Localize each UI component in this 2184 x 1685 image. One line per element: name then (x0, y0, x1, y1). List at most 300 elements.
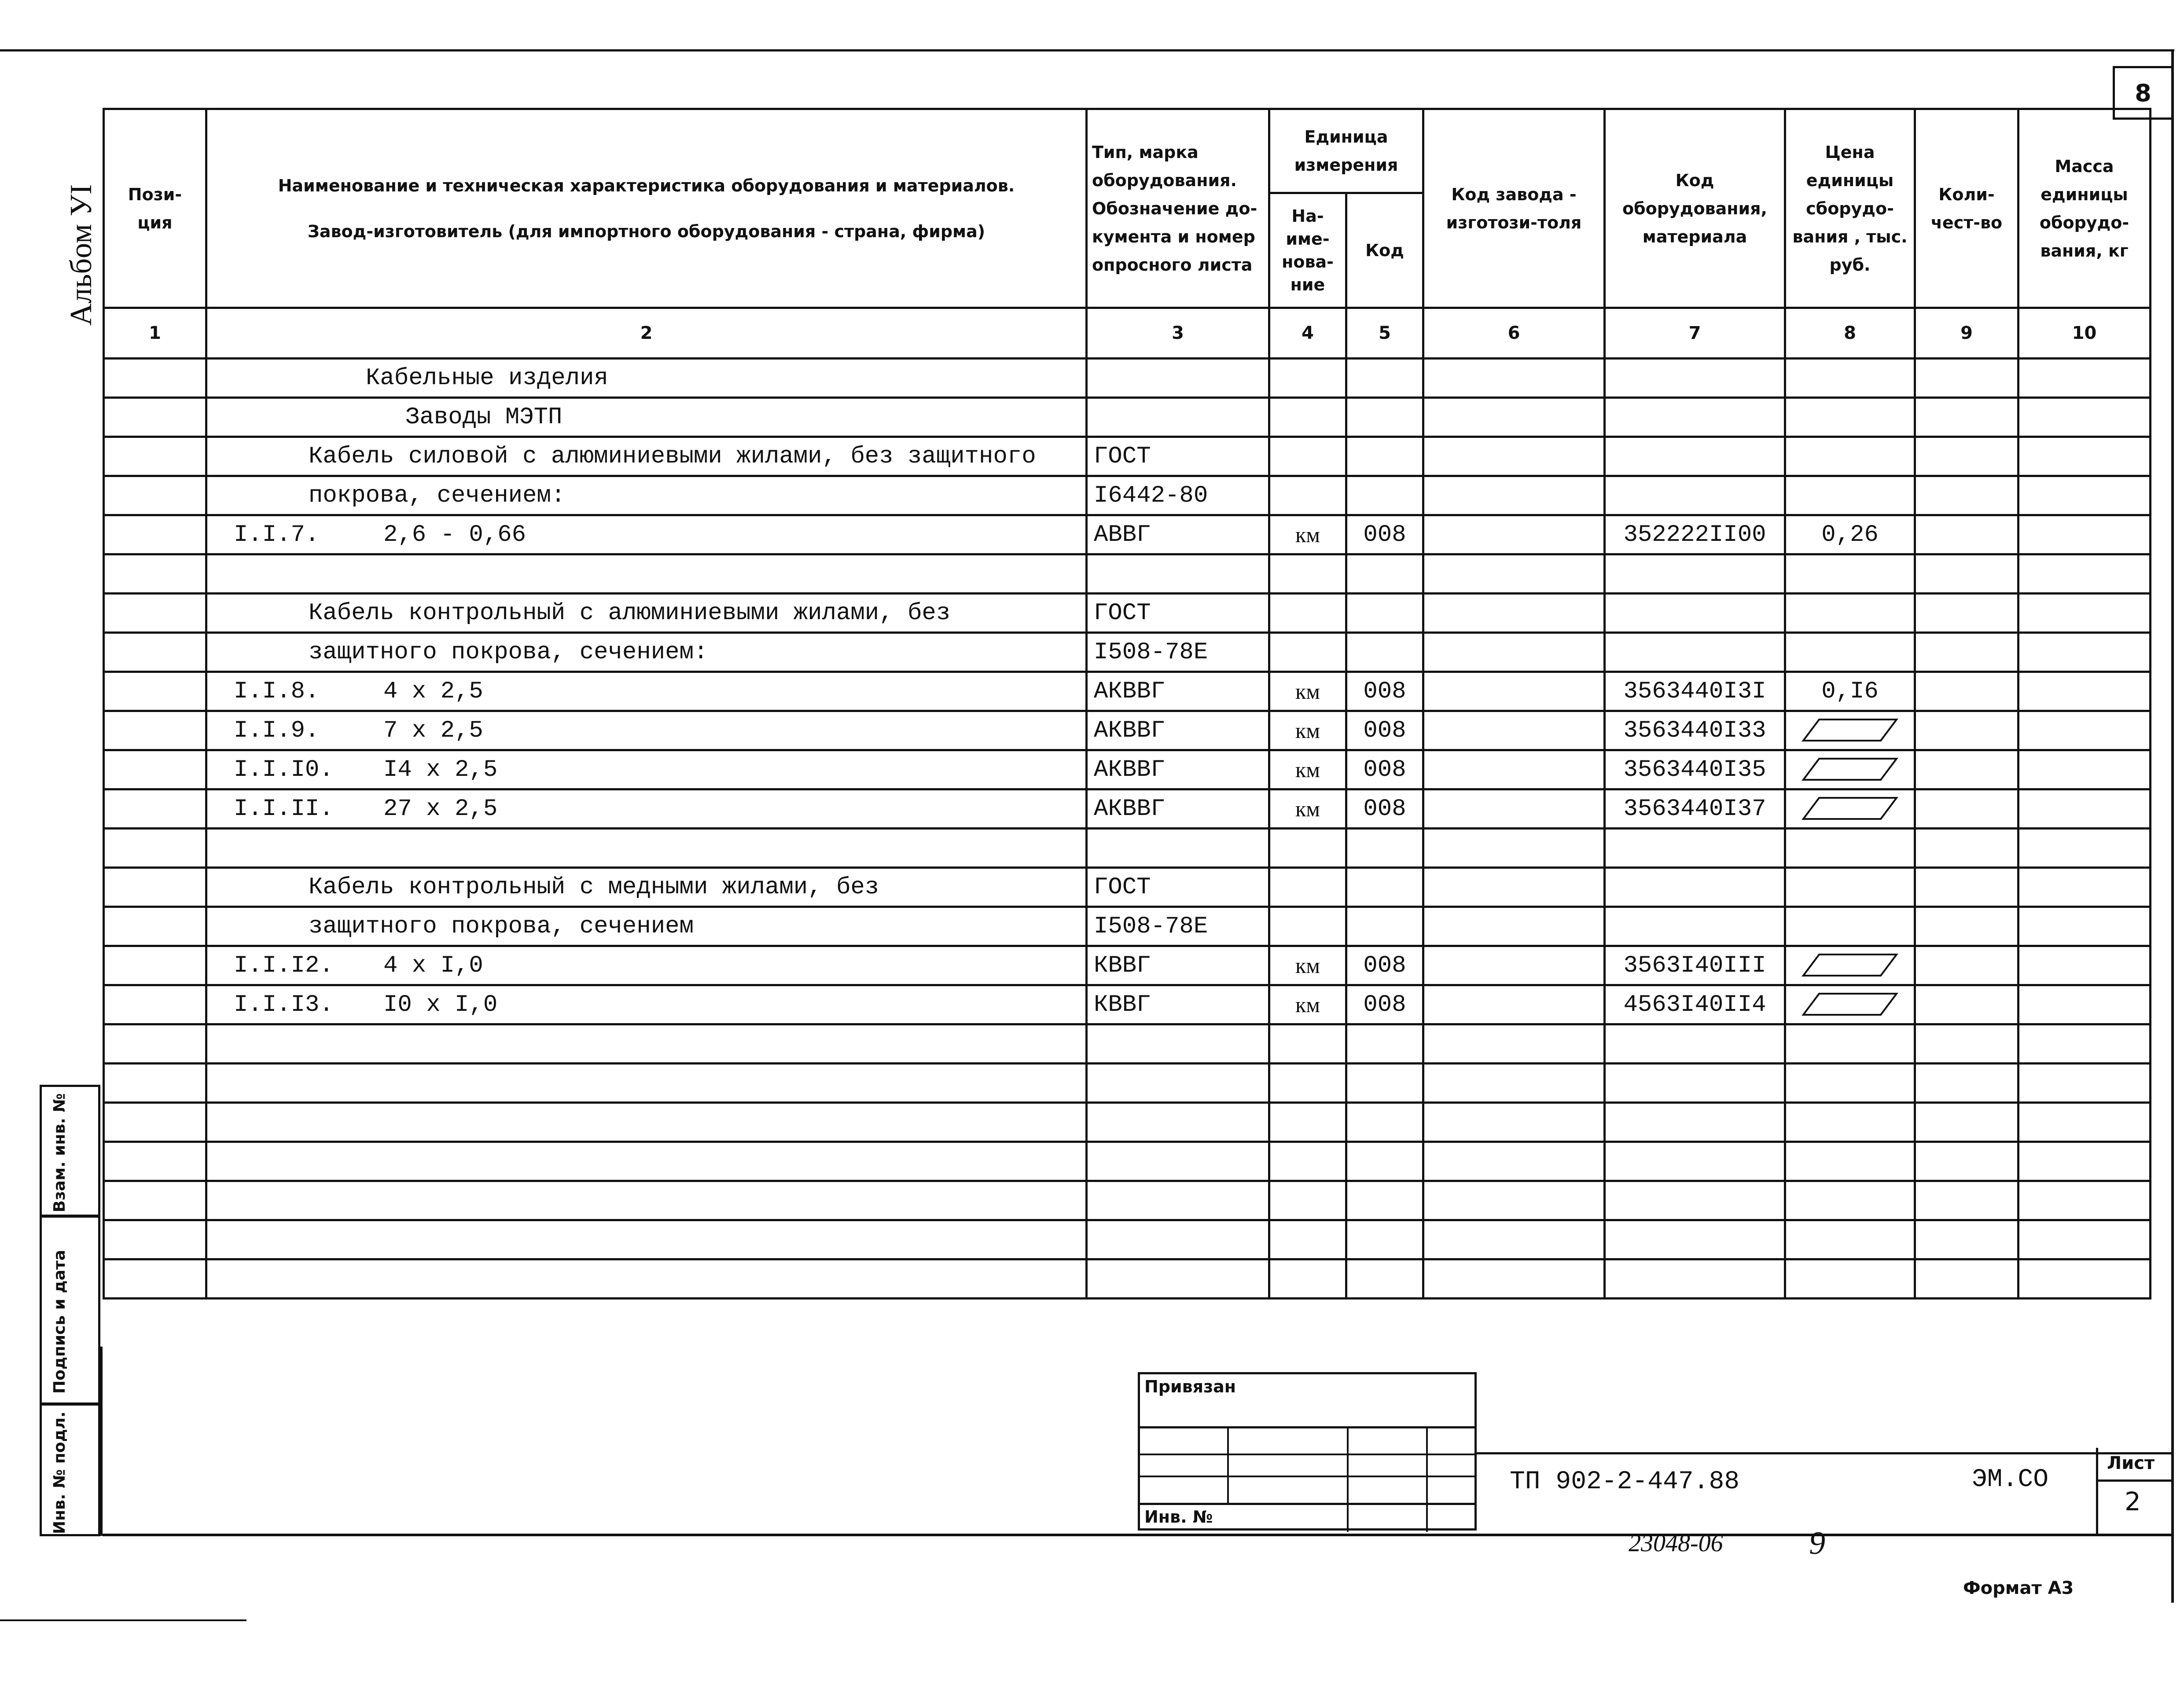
cell-unit (1269, 633, 1346, 672)
cell-mass (2019, 985, 2151, 1024)
col-number: 8 (1785, 308, 1915, 359)
table-row (104, 907, 2151, 946)
cell-factory-code (1423, 1024, 1605, 1064)
cell-mass (2019, 750, 2151, 789)
cell-price (1785, 789, 1915, 829)
cell-position (104, 789, 206, 829)
cell-position (104, 633, 206, 672)
side-box-inv-podl (40, 1403, 100, 1536)
cell-unit: км (1269, 515, 1346, 554)
cell-name (206, 476, 1087, 515)
cell-quantity (1915, 1024, 2019, 1064)
cell-mass (2019, 907, 2151, 946)
cell-price (1785, 1181, 1915, 1220)
cell-equipment-code (1605, 554, 1785, 594)
cell-unit (1269, 829, 1346, 868)
item-name: I4 х 2,5 (383, 756, 498, 783)
stamp-label-privyazan: Привязан (1144, 1377, 1236, 1396)
cell-mass (2019, 1142, 2151, 1181)
list-number: 2 (2125, 1487, 2141, 1516)
item-name: 4 х 2,5 (383, 678, 483, 705)
cell-type (1087, 1181, 1269, 1220)
col-number: 3 (1087, 308, 1269, 359)
header-unit-name: На-име-нова-ние (1269, 193, 1346, 308)
cell-quantity (1915, 554, 2019, 594)
cell-mass (2019, 476, 2151, 515)
cell-quantity (1915, 437, 2019, 476)
cell-price: 0,I6 (1785, 672, 1915, 711)
cell-unit (1269, 1103, 1346, 1142)
item-name: Заводы МЭТП (405, 404, 563, 431)
cell-position (104, 594, 206, 633)
stamp-line (1140, 1426, 1474, 1428)
cell-name (206, 359, 1087, 398)
cell-mass (2019, 1103, 2151, 1142)
position-code: I.I.I2. (234, 952, 334, 979)
cell-position (104, 1064, 206, 1103)
cell-type (1087, 829, 1269, 868)
cell-price (1785, 437, 1915, 476)
table-row (104, 437, 2151, 476)
document-mark: ЭМ.СО (1972, 1465, 2049, 1494)
item-name: Кабель контрольный с медными жилами, без (309, 874, 879, 901)
title-block-top-line (1475, 1452, 2171, 1454)
cell-quantity (1915, 711, 2019, 750)
cell-position (104, 359, 206, 398)
column-number-row (104, 308, 2151, 359)
album-label: Альбом УI (64, 184, 98, 326)
cell-quantity (1915, 907, 2019, 946)
cell-quantity (1915, 789, 2019, 829)
cell-mass (2019, 1220, 2151, 1259)
cell-quantity (1915, 829, 2019, 868)
cell-name (206, 437, 1087, 476)
side-label-podpis: Подпись и дата (51, 1250, 69, 1394)
cell-unit-code (1346, 907, 1423, 946)
cell-position (104, 868, 206, 907)
cell-type: I508-78Е (1087, 633, 1269, 672)
table-row (104, 1024, 2151, 1064)
col-number: 10 (2019, 308, 2151, 359)
cell-price (1785, 476, 1915, 515)
stamp-line (1140, 1454, 1474, 1455)
cell-quantity (1915, 1064, 2019, 1103)
cell-equipment-code (1605, 907, 1785, 946)
cell-position (104, 1181, 206, 1220)
cell-unit-code (1346, 476, 1423, 515)
cell-quantity (1915, 476, 2019, 515)
cell-type: ГОСТ (1087, 868, 1269, 907)
cell-unit: км (1269, 789, 1346, 829)
cell-unit-code (1346, 633, 1423, 672)
cell-name (206, 1220, 1087, 1259)
table-row (104, 750, 2151, 789)
cell-name (206, 868, 1087, 907)
cell-type: АВВГ (1087, 515, 1269, 554)
cell-unit-code (1346, 868, 1423, 907)
cell-unit (1269, 1142, 1346, 1181)
cell-price (1785, 398, 1915, 437)
cell-type: ГОСТ (1087, 594, 1269, 633)
cell-unit (1269, 1024, 1346, 1064)
cell-mass (2019, 1024, 2151, 1064)
stamp-line (1140, 1476, 1474, 1477)
position-code: I.I.9. (234, 717, 320, 744)
cell-factory-code (1423, 829, 1605, 868)
cell-factory-code (1423, 907, 1605, 946)
item-name: 4 х I,0 (383, 952, 483, 979)
cell-unit-code: 008 (1346, 985, 1423, 1024)
price-blank-mark (1802, 757, 1898, 782)
cell-type: АКВВГ (1087, 711, 1269, 750)
cell-factory-code (1423, 1064, 1605, 1103)
cell-factory-code (1423, 1142, 1605, 1181)
item-name: Кабельные изделия (366, 364, 608, 392)
cell-unit-code: 008 (1346, 672, 1423, 711)
cell-unit (1269, 398, 1346, 437)
cell-unit-code (1346, 1024, 1423, 1064)
col-number: 9 (1915, 308, 2019, 359)
cell-type (1087, 398, 1269, 437)
cell-unit (1269, 594, 1346, 633)
cell-mass (2019, 437, 2151, 476)
table-row (104, 711, 2151, 750)
cell-quantity (1915, 594, 2019, 633)
cell-unit (1269, 907, 1346, 946)
cell-price (1785, 868, 1915, 907)
cell-price (1785, 554, 1915, 594)
cell-unit: км (1269, 672, 1346, 711)
cell-unit: км (1269, 985, 1346, 1024)
cell-price (1785, 1259, 1915, 1299)
table-row (104, 594, 2151, 633)
cell-unit (1269, 868, 1346, 907)
item-name: защитного покрова, сечением (309, 913, 694, 940)
frame-bottom-line (103, 1534, 2171, 1536)
cell-unit (1269, 437, 1346, 476)
cell-position (104, 1142, 206, 1181)
table-body (104, 359, 2151, 1299)
cell-unit-code (1346, 1181, 1423, 1220)
cell-factory-code (1423, 476, 1605, 515)
cell-name (206, 1259, 1087, 1299)
cell-factory-code (1423, 750, 1605, 789)
cell-factory-code (1423, 1259, 1605, 1299)
cell-unit-code (1346, 594, 1423, 633)
table-row (104, 868, 2151, 907)
cell-type (1087, 1024, 1269, 1064)
format-label: Формат А3 (1963, 1578, 2074, 1598)
cell-unit-code (1346, 1064, 1423, 1103)
price-blank-mark (1802, 796, 1898, 821)
cell-price (1785, 1064, 1915, 1103)
cell-price (1785, 1103, 1915, 1142)
header-factory-code: Код завода - изготози-толя (1423, 109, 1605, 308)
cell-mass (2019, 868, 2151, 907)
cell-name (206, 633, 1087, 672)
cell-equipment-code: 3563440I37 (1605, 789, 1785, 829)
cell-factory-code (1423, 672, 1605, 711)
cell-mass (2019, 554, 2151, 594)
table-row (104, 829, 2151, 868)
cell-factory-code (1423, 359, 1605, 398)
table-row (104, 672, 2151, 711)
cell-unit-code: 008 (1346, 946, 1423, 985)
cell-unit-code: 008 (1346, 789, 1423, 829)
cell-quantity (1915, 1103, 2019, 1142)
cell-name (206, 554, 1087, 594)
cell-factory-code (1423, 515, 1605, 554)
cell-position (104, 946, 206, 985)
cell-factory-code (1423, 594, 1605, 633)
cell-position (104, 985, 206, 1024)
table-row (104, 359, 2151, 398)
cell-equipment-code (1605, 1181, 1785, 1220)
cell-factory-code (1423, 437, 1605, 476)
binding-stamp (1138, 1372, 1477, 1531)
cell-type (1087, 1220, 1269, 1259)
cell-type (1087, 554, 1269, 594)
cell-type: КВВГ (1087, 946, 1269, 985)
cell-factory-code (1423, 985, 1605, 1024)
cell-name (206, 1103, 1087, 1142)
side-label-vzam: Взам. инв. № (51, 1093, 69, 1212)
cell-type (1087, 1064, 1269, 1103)
cell-name (206, 1024, 1087, 1064)
cell-equipment-code (1605, 1103, 1785, 1142)
item-name: 7 х 2,5 (383, 717, 483, 744)
cell-price: 0,26 (1785, 515, 1915, 554)
cell-equipment-code (1605, 594, 1785, 633)
cell-quantity (1915, 946, 2019, 985)
cell-type (1087, 1259, 1269, 1299)
cell-position (104, 1024, 206, 1064)
cell-mass (2019, 398, 2151, 437)
position-code: I.I.II. (234, 795, 334, 822)
cell-equipment-code: 3563I40III (1605, 946, 1785, 985)
cell-position (104, 1220, 206, 1259)
cell-quantity (1915, 1142, 2019, 1181)
cell-equipment-code (1605, 437, 1785, 476)
cell-name (206, 594, 1087, 633)
item-name: I0 х I,0 (383, 991, 498, 1018)
cell-factory-code (1423, 1220, 1605, 1259)
cell-equipment-code: 4563I40II4 (1605, 985, 1785, 1024)
cell-factory-code (1423, 946, 1605, 985)
header-quantity: Коли-чест-во (1915, 109, 2019, 308)
position-code: I.I.I0. (234, 756, 334, 783)
cell-mass (2019, 946, 2151, 985)
cell-equipment-code (1605, 398, 1785, 437)
cell-type: АКВВГ (1087, 672, 1269, 711)
cell-unit-code (1346, 398, 1423, 437)
cell-position (104, 1103, 206, 1142)
header-mass: Масса единицы оборудо-вания, кг (2019, 109, 2151, 308)
header-unit-code: Код (1346, 193, 1423, 308)
table-row (104, 1142, 2151, 1181)
cell-factory-code (1423, 789, 1605, 829)
header-name: Наименование и техническая характеристика оборудования и материалов. Завод-изготовитель (для импортного оборудования - страна, фирма) (206, 109, 1087, 308)
cell-name (206, 1064, 1087, 1103)
list-label: Лист (2107, 1453, 2155, 1473)
table-row (104, 1103, 2151, 1142)
document-code: ТП 902-2-447.88 (1510, 1468, 1740, 1496)
cell-unit-code (1346, 554, 1423, 594)
cell-price (1785, 985, 1915, 1024)
cell-name (206, 672, 1087, 711)
header-equipment-code: Код оборудования, материала (1605, 109, 1785, 308)
col-number: 4 (1269, 308, 1346, 359)
cell-type: АКВВГ (1087, 750, 1269, 789)
cell-unit-code (1346, 1259, 1423, 1299)
col-number: 5 (1346, 308, 1423, 359)
cell-quantity (1915, 868, 2019, 907)
price-blank-mark (1802, 953, 1898, 977)
cell-factory-code (1423, 1103, 1605, 1142)
cell-unit-code (1346, 1103, 1423, 1142)
position-code: I.I.8. (234, 678, 320, 705)
cell-price (1785, 829, 1915, 868)
item-name: Кабель силовой с алюминиевыми жилами, без защитного (309, 443, 1036, 470)
stamp-divider (1227, 1426, 1229, 1505)
stamp-line (1140, 1503, 1474, 1505)
cell-position (104, 515, 206, 554)
cell-type (1087, 1103, 1269, 1142)
cell-equipment-code (1605, 633, 1785, 672)
stamp-divider (1426, 1426, 1428, 1532)
list-box (2096, 1448, 2171, 1535)
cell-price (1785, 359, 1915, 398)
cell-equipment-code (1605, 1142, 1785, 1181)
cell-mass (2019, 1064, 2151, 1103)
table-row (104, 633, 2151, 672)
cell-unit (1269, 1220, 1346, 1259)
cell-position (104, 1259, 206, 1299)
cell-unit-code (1346, 1220, 1423, 1259)
cell-position (104, 907, 206, 946)
cell-equipment-code (1605, 868, 1785, 907)
item-name: защитного покрова, сечением: (309, 639, 708, 666)
item-name: Кабель контрольный с алюминиевыми жилами, без (309, 599, 951, 627)
cell-unit (1269, 359, 1346, 398)
cell-unit: км (1269, 750, 1346, 789)
cell-unit-code (1346, 359, 1423, 398)
cell-unit-code (1346, 1142, 1423, 1181)
cell-price (1785, 711, 1915, 750)
cell-price (1785, 946, 1915, 985)
cell-mass (2019, 359, 2151, 398)
cell-price (1785, 594, 1915, 633)
table-row (104, 985, 2151, 1024)
cell-name (206, 829, 1087, 868)
cell-position (104, 672, 206, 711)
cell-quantity (1915, 1181, 2019, 1220)
cell-equipment-code (1605, 1259, 1785, 1299)
header-unit-group: Единица измерения (1269, 109, 1423, 193)
cell-quantity (1915, 359, 2019, 398)
cell-mass (2019, 515, 2151, 554)
cell-equipment-code: 352222II00 (1605, 515, 1785, 554)
item-name: покрова, сечением: (309, 482, 566, 509)
cell-name (206, 789, 1087, 829)
cell-name (206, 398, 1087, 437)
cell-quantity (1915, 633, 2019, 672)
price-blank-mark (1802, 718, 1898, 742)
col-number: 1 (104, 308, 206, 359)
cell-type (1087, 359, 1269, 398)
cell-type: I508-78Е (1087, 907, 1269, 946)
col-number: 7 (1605, 308, 1785, 359)
cell-quantity (1915, 1220, 2019, 1259)
cell-factory-code (1423, 711, 1605, 750)
side-box-podpis (40, 1215, 100, 1405)
cell-equipment-code (1605, 1024, 1785, 1064)
cell-type: I6442-80 (1087, 476, 1269, 515)
header-position: Пози- ция (104, 109, 206, 308)
cell-factory-code (1423, 554, 1605, 594)
frame-top-line (0, 49, 2174, 51)
cell-type: ГОСТ (1087, 437, 1269, 476)
cell-type: КВВГ (1087, 985, 1269, 1024)
cell-unit (1269, 554, 1346, 594)
cell-position (104, 829, 206, 868)
stamp-label-inv-no: Инв. № (1144, 1507, 1213, 1527)
cell-unit-code (1346, 829, 1423, 868)
cell-factory-code (1423, 398, 1605, 437)
cell-equipment-code (1605, 476, 1785, 515)
cell-quantity (1915, 398, 2019, 437)
cell-quantity (1915, 1259, 2019, 1299)
cell-position (104, 711, 206, 750)
cell-name (206, 946, 1087, 985)
col-number: 2 (206, 308, 1087, 359)
table-row (104, 1181, 2151, 1220)
cell-equipment-code (1605, 359, 1785, 398)
cell-name (206, 711, 1087, 750)
header-price: Цена единицы сборудо-вания , тыс. руб. (1785, 109, 1915, 308)
cell-type (1087, 1142, 1269, 1181)
stamp-divider (1347, 1426, 1349, 1532)
cell-equipment-code: 3563440I35 (1605, 750, 1785, 789)
header-type: Тип, марка оборудования. Обозначение до-кумента и номер опросного листа (1087, 109, 1269, 308)
table-row (104, 946, 2151, 985)
cell-name (206, 985, 1087, 1024)
frame-left-line-lower (100, 1347, 103, 1536)
table-row (104, 398, 2151, 437)
table-row (104, 476, 2151, 515)
cell-equipment-code (1605, 829, 1785, 868)
cell-name (206, 1181, 1087, 1220)
cell-mass (2019, 829, 2151, 868)
cell-name (206, 907, 1087, 946)
cell-unit (1269, 1259, 1346, 1299)
cell-factory-code (1423, 633, 1605, 672)
cell-equipment-code (1605, 1220, 1785, 1259)
col-number: 6 (1423, 308, 1605, 359)
table-row (104, 1064, 2151, 1103)
cell-price (1785, 1024, 1915, 1064)
handwritten-extra: 9 (1809, 1525, 1825, 1561)
cell-name (206, 1142, 1087, 1181)
cell-factory-code (1423, 1181, 1605, 1220)
frame-right-line (2171, 49, 2174, 1603)
cell-mass (2019, 1181, 2151, 1220)
cell-quantity (1915, 750, 2019, 789)
cell-mass (2019, 594, 2151, 633)
position-code: I.I.I3. (234, 991, 334, 1018)
cell-type: АКВВГ (1087, 789, 1269, 829)
cell-mass (2019, 1259, 2151, 1299)
